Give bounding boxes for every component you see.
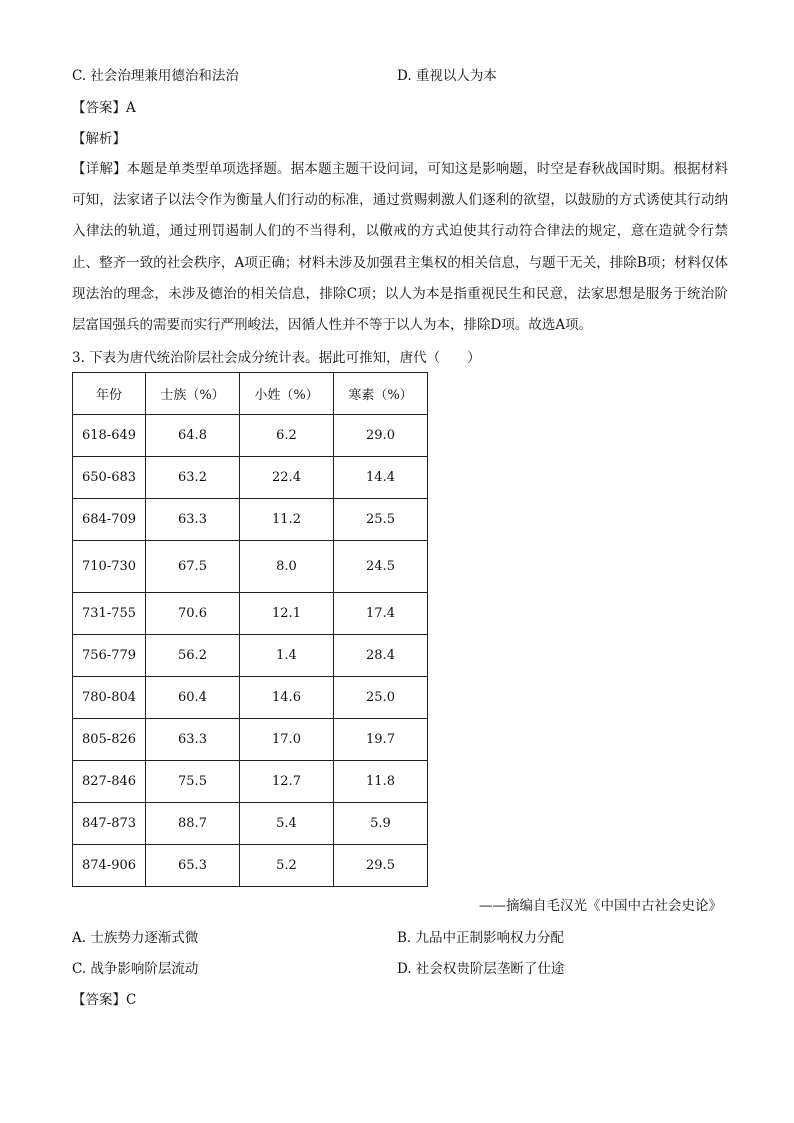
q3-option-c: C. 战争影响阶层流动 [72,961,199,977]
table-row [73,593,428,635]
cell-hansu: 11.8 [334,761,428,803]
cell-xiaoxing: 1.4 [240,635,334,677]
header-hansu: 寒素（%） [334,373,428,415]
cell-year: 780-804 [73,677,146,719]
cell-year: 650-683 [73,457,146,499]
cell-hansu: 19.7 [334,719,428,761]
cell-shizu: 67.5 [146,541,240,593]
cell-shizu: 70.6 [146,593,240,635]
cell-xiaoxing: 22.4 [240,457,334,499]
cell-year: 684-709 [73,499,146,541]
q3-answer: 【答案】C [72,992,137,1008]
q2-options-row-cd [72,66,732,86]
header-shizu: 士族（%） [146,373,240,415]
cell-hansu: 29.0 [334,415,428,457]
cell-shizu: 88.7 [146,803,240,845]
q3-source-citation: ——摘编自毛汉光《中国中古社会史论》 [479,898,722,914]
cell-hansu: 14.4 [334,457,428,499]
q2-answer: 【答案】A [72,100,136,116]
cell-hansu: 25.0 [334,677,428,719]
cell-xiaoxing: 12.1 [240,593,334,635]
cell-year: 618-649 [73,415,146,457]
table-row [73,803,428,845]
header-xiaoxing: 小姓（%） [240,373,334,415]
q2-option-c: C. 社会治理兼用德治和法治 [72,68,239,84]
cell-year: 756-779 [73,635,146,677]
q3-stem: 3. 下表为唐代统治阶层社会成分统计表。据此可推知，唐代（ ） [72,350,481,366]
q3-option-a: A. 士族势力逐渐式微 [72,930,199,946]
table-row [73,719,428,761]
table-row [73,499,428,541]
q2-option-d: D. 重视以人为本 [397,68,497,84]
cell-xiaoxing: 5.4 [240,803,334,845]
table-row [73,845,428,887]
cell-xiaoxing: 14.6 [240,677,334,719]
q3-option-b: B. 九品中正制影响权力分配 [397,930,565,946]
cell-hansu: 28.4 [334,635,428,677]
q3-options-row-cd [72,959,732,979]
cell-shizu: 65.3 [146,845,240,887]
cell-hansu: 17.4 [334,593,428,635]
cell-shizu: 64.8 [146,415,240,457]
cell-xiaoxing: 17.0 [240,719,334,761]
q3-options-row-ab [72,928,732,948]
cell-hansu: 25.5 [334,499,428,541]
table-header-row [73,373,428,415]
q2-analysis-heading: 【解析】 [72,131,126,147]
cell-shizu: 63.3 [146,499,240,541]
cell-year: 731-755 [73,593,146,635]
q2-detail-paragraph: 【详解】本题是单类型单项选择题。据本题主题干设问词，可知这是影响题，时空是春秋战国时期。根据材料可知，法家诸子以法令作为衡量人们行动的标准，通过赏赐刺激人们逐利的欲望，以鼓励的方式诱使其行动纳入律法的轨道，通过刑罚遏制人们的不当得利，以儆戒的方式迫使其行动符合律法的规定，意在造就令行禁止、整齐一致的社会秩序，A项正确；材料未涉及加强君主集权的相关信息，与题干无关，排除B项；材料仅体现法治的理念，未涉及德治的相关信息，排除C项；以人为本是指重视民生和民意，法家思想是服务于统治阶层富国强兵的需要而实行严刑峻法，因循人性并不等于以人为本，排除D项。故选A项。 [72,161,728,334]
cell-xiaoxing: 11.2 [240,499,334,541]
table-row [73,541,428,593]
cell-year: 805-826 [73,719,146,761]
header-year: 年份 [73,373,146,415]
cell-year: 874-906 [73,845,146,887]
cell-year: 827-846 [73,761,146,803]
cell-shizu: 56.2 [146,635,240,677]
cell-shizu: 75.5 [146,761,240,803]
cell-xiaoxing: 5.2 [240,845,334,887]
cell-hansu: 29.5 [334,845,428,887]
cell-shizu: 63.2 [146,457,240,499]
table-row [73,457,428,499]
cell-shizu: 63.3 [146,719,240,761]
q3-option-d: D. 社会权贵阶层垄断了仕途 [397,961,565,977]
table-row [73,415,428,457]
table-row [73,761,428,803]
cell-xiaoxing: 8.0 [240,541,334,593]
cell-year: 847-873 [73,803,146,845]
cell-xiaoxing: 12.7 [240,761,334,803]
table-row [73,635,428,677]
cell-year: 710-730 [73,541,146,593]
q3-statistics-table [72,372,428,887]
cell-hansu: 24.5 [334,541,428,593]
cell-xiaoxing: 6.2 [240,415,334,457]
cell-hansu: 5.9 [334,803,428,845]
cell-shizu: 60.4 [146,677,240,719]
table-row [73,677,428,719]
